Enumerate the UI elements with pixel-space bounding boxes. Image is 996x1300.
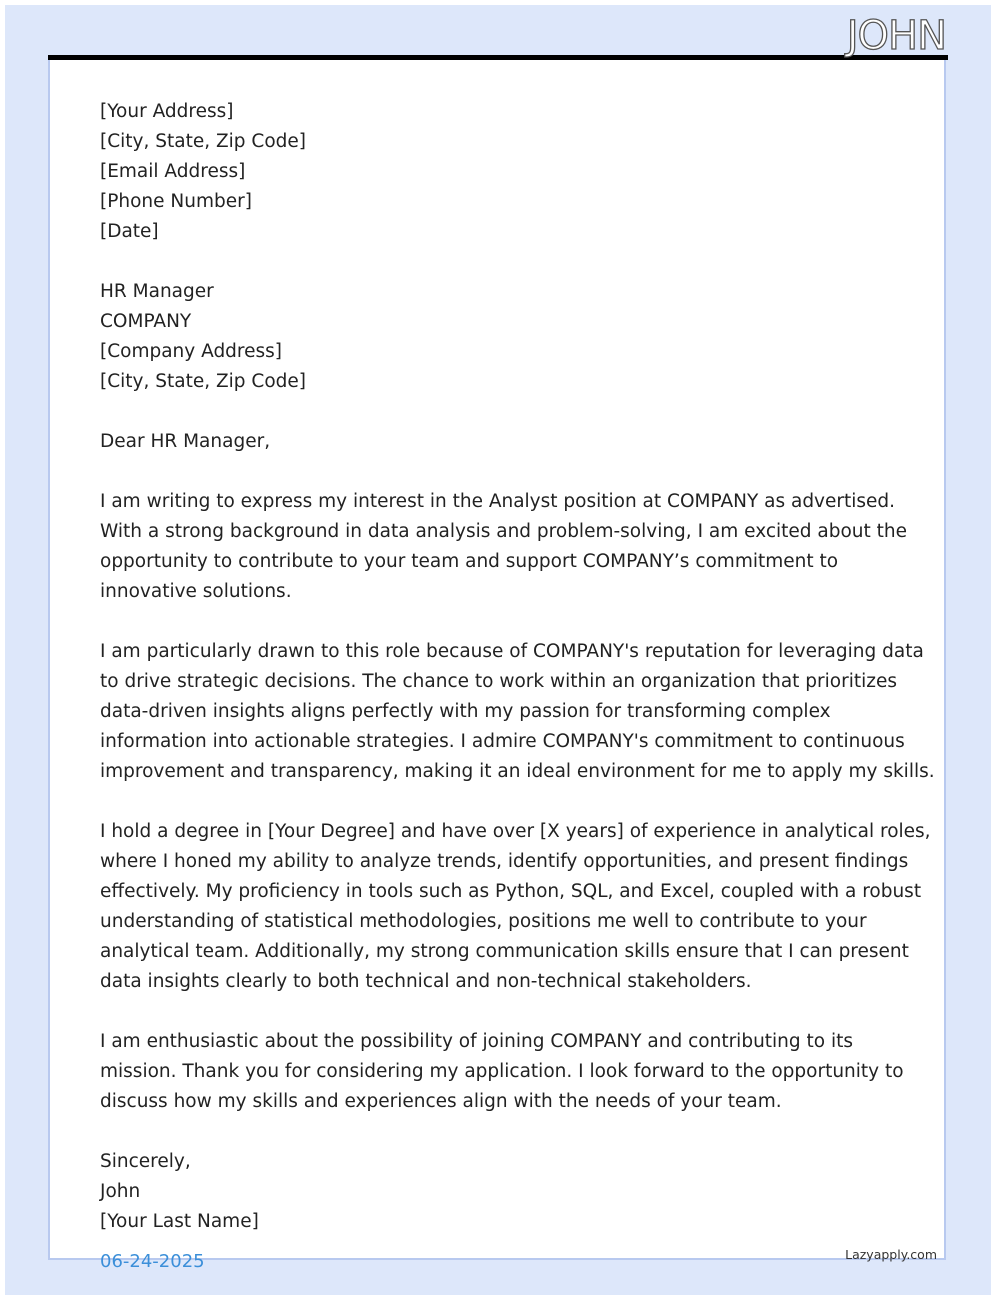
paragraph-2 — [100, 637, 935, 787]
paragraph-4 — [100, 1027, 904, 1117]
recipient-city-state-zip: [City, State, Zip Code] — [100, 371, 306, 392]
valediction: Sincerely, — [100, 1151, 191, 1172]
sender-phone: [Phone Number] — [100, 191, 252, 212]
paragraph-line: I am particularly drawn to this role because of COMPANY's reputation for leveraging data — [100, 641, 924, 662]
recipient-title: HR Manager — [100, 281, 214, 302]
paragraph-line: effectively. My proficiency in tools such as Python, SQL, and Excel, coupled with a robust — [100, 881, 922, 902]
paragraph-line: I am enthusiastic about the possibility of joining COMPANY and contributing to its — [100, 1031, 854, 1052]
paragraph-line: to drive strategic decisions. The chance to work within an organization that prioritizes — [100, 671, 897, 692]
paragraph-line: where I honed my ability to analyze trends, identify opportunities, and present findings — [100, 851, 909, 872]
signature-first-name: John — [100, 1181, 141, 1202]
paragraph-line: analytical team. Additionally, my strong communication skills ensure that I can present — [100, 941, 909, 962]
sender-city-state-zip: [City, State, Zip Code] — [100, 131, 306, 152]
recipient-company: COMPANY — [100, 311, 192, 332]
paragraph-line: information into actionable strategies. I admire COMPANY's commitment to continuous — [100, 731, 905, 752]
recipient-address: [Company Address] — [100, 341, 283, 362]
name-heading: JOHN — [846, 13, 946, 59]
sender-email: [Email Address] — [100, 161, 246, 182]
sender-date: [Date] — [100, 221, 159, 242]
letter-body — [100, 97, 935, 1237]
paragraph-line: I am writing to express my interest in the Analyst position at COMPANY as advertised. — [100, 491, 896, 512]
paragraph-line: data-driven insights aligns perfectly with my passion for transforming complex — [100, 701, 831, 722]
paragraph-line: opportunity to contribute to your team and support COMPANY’s commitment to — [100, 551, 839, 572]
paragraph-line: I hold a degree in [Your Degree] and have over [X years] of experience in analytical roles, — [100, 821, 931, 842]
sender-block — [100, 97, 900, 247]
paragraph-line: innovative solutions. — [100, 581, 292, 602]
footer-date: 06-24-2025 — [100, 1251, 205, 1272]
closing-block — [100, 1147, 900, 1237]
paragraph-line: understanding of statistical methodologies, positions me well to contribute to your — [100, 911, 867, 932]
paragraph-1 — [100, 487, 908, 607]
recipient-block — [100, 277, 900, 397]
sender-address: [Your Address] — [100, 101, 234, 122]
header-rule — [48, 55, 948, 60]
paragraph-3 — [100, 817, 931, 997]
paragraph-line: mission. Thank you for considering my application. I look forward to the opportunity to — [100, 1061, 904, 1082]
paragraph-line: data insights clearly to both technical and non-technical stakeholders. — [100, 971, 752, 992]
watermark-text: Lazyapply.com — [845, 1247, 937, 1262]
paragraph-line: improvement and transparency, making it an ideal environment for me to apply my skills. — [100, 761, 935, 782]
salutation: Dear HR Manager, — [100, 431, 271, 452]
paragraph-line: With a strong background in data analysis and problem-solving, I am excited about the — [100, 521, 908, 542]
signature-last-name: [Your Last Name] — [100, 1211, 259, 1232]
paragraph-line: discuss how my skills and experiences align with the needs of your team. — [100, 1091, 782, 1112]
